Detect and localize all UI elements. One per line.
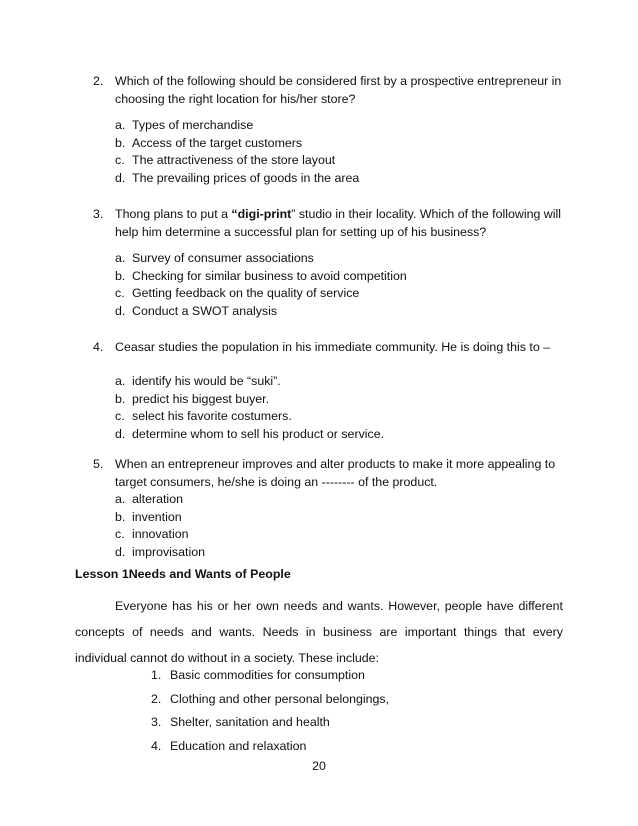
options-list [93, 373, 563, 443]
option-text: identify his would be “suki”. [132, 374, 281, 388]
page-number: 20 [312, 759, 326, 773]
list-item [151, 711, 389, 735]
option-letter: a. [115, 492, 126, 506]
option-letter: d. [115, 303, 126, 318]
option-text: The attractiveness of the store layout [132, 153, 336, 167]
list-number: 2. [151, 691, 162, 706]
option-item [115, 544, 563, 562]
option-letter: b. [115, 391, 126, 406]
question-number: 3. [93, 207, 104, 221]
option-item [115, 152, 563, 170]
list-text: Clothing and other personal belongings, [170, 691, 390, 706]
option-text: improvisation [132, 544, 205, 559]
list-text: Education and relaxation [170, 738, 307, 753]
lesson-paragraph [75, 593, 563, 671]
question-text-before: Thong plans to put a [115, 207, 232, 221]
option-text: alteration [132, 492, 183, 506]
option-item [115, 170, 563, 188]
option-text: Checking for similar business to avoid competition [132, 268, 407, 283]
question-3 [93, 205, 563, 320]
question-5 [93, 455, 563, 561]
option-item [115, 285, 563, 303]
question-2 [93, 72, 563, 187]
question-number: 5. [93, 457, 104, 471]
list-number: 4. [151, 738, 162, 753]
question-4-stem [93, 338, 563, 356]
lesson-title: Lesson 1Needs and Wants of People [75, 567, 291, 581]
option-letter: a. [115, 374, 126, 388]
paragraph-line: individual cannot do without in a society. These include: [75, 651, 379, 665]
option-text: innovation [132, 527, 189, 541]
option-item [115, 491, 563, 509]
option-letter: a. [115, 251, 126, 265]
list-number: 1. [151, 668, 162, 682]
option-letter: b. [115, 268, 126, 283]
option-item [115, 426, 563, 444]
question-text-bold: “digi-print [231, 207, 292, 221]
option-text: Survey of consumer associations [132, 251, 314, 265]
options-list [93, 117, 563, 187]
option-text: invention [132, 509, 182, 524]
option-item [115, 117, 563, 135]
option-item [115, 373, 563, 391]
option-item [115, 526, 563, 544]
option-letter: b. [115, 509, 126, 524]
question-number: 2. [93, 74, 104, 88]
list-item [151, 735, 389, 759]
option-letter: a. [115, 118, 126, 132]
option-text: predict his biggest buyer. [132, 391, 270, 406]
option-item [115, 408, 563, 426]
question-text-after: ” studio in their locality. Which of the following will help him determine a successful plan for setting up of his business? [115, 207, 562, 239]
option-letter: c. [115, 409, 125, 423]
question-4 [93, 338, 563, 443]
list-text: Shelter, sanitation and health [170, 715, 330, 729]
option-text: Getting feedback on the quality of service [132, 286, 360, 300]
paragraph-line: concepts of needs and wants. Needs in business are important things that every [75, 625, 563, 639]
needs-list [151, 664, 389, 758]
option-letter: c. [115, 527, 125, 541]
option-text: determine whom to sell his product or service. [132, 426, 385, 441]
list-item [151, 688, 389, 712]
option-text: Conduct a SWOT analysis [132, 303, 278, 318]
question-text: Ceasar studies the population in his immediate community. He is doing this to – [115, 340, 551, 354]
question-3-stem [93, 205, 563, 241]
list-item [151, 664, 389, 688]
option-item [115, 268, 563, 286]
options-list [93, 491, 563, 561]
option-letter: c. [115, 153, 125, 167]
option-text: Access of the target customers [132, 135, 303, 150]
option-letter: c. [115, 286, 125, 300]
question-text: When an entrepreneur improves and alter products to make it more appealing to target consumers, he/she is doing an -------- of the product. [115, 457, 556, 489]
option-letter: d. [115, 544, 126, 559]
options-list [93, 250, 563, 320]
question-text: Which of the following should be considered first by a prospective entrepreneur in choosing the right location for his/her store? [115, 74, 562, 106]
option-item [115, 135, 563, 153]
option-letter: b. [115, 135, 126, 150]
option-text: select his favorite costumers. [132, 409, 292, 423]
option-item [115, 391, 563, 409]
list-number: 3. [151, 715, 162, 729]
paragraph-line: Everyone has his or her own needs and wants. However, people have different [115, 599, 563, 613]
option-letter: d. [115, 426, 126, 441]
option-letter: d. [115, 170, 126, 185]
question-5-stem [93, 455, 563, 491]
option-item [115, 250, 563, 268]
option-text: The prevailing prices of goods in the area [132, 170, 360, 185]
option-item [115, 509, 563, 527]
list-text: Basic commodities for consumption [170, 668, 365, 682]
question-2-stem [93, 72, 563, 108]
question-number: 4. [93, 340, 104, 354]
option-item [115, 303, 563, 321]
option-text: Types of merchandise [132, 118, 254, 132]
